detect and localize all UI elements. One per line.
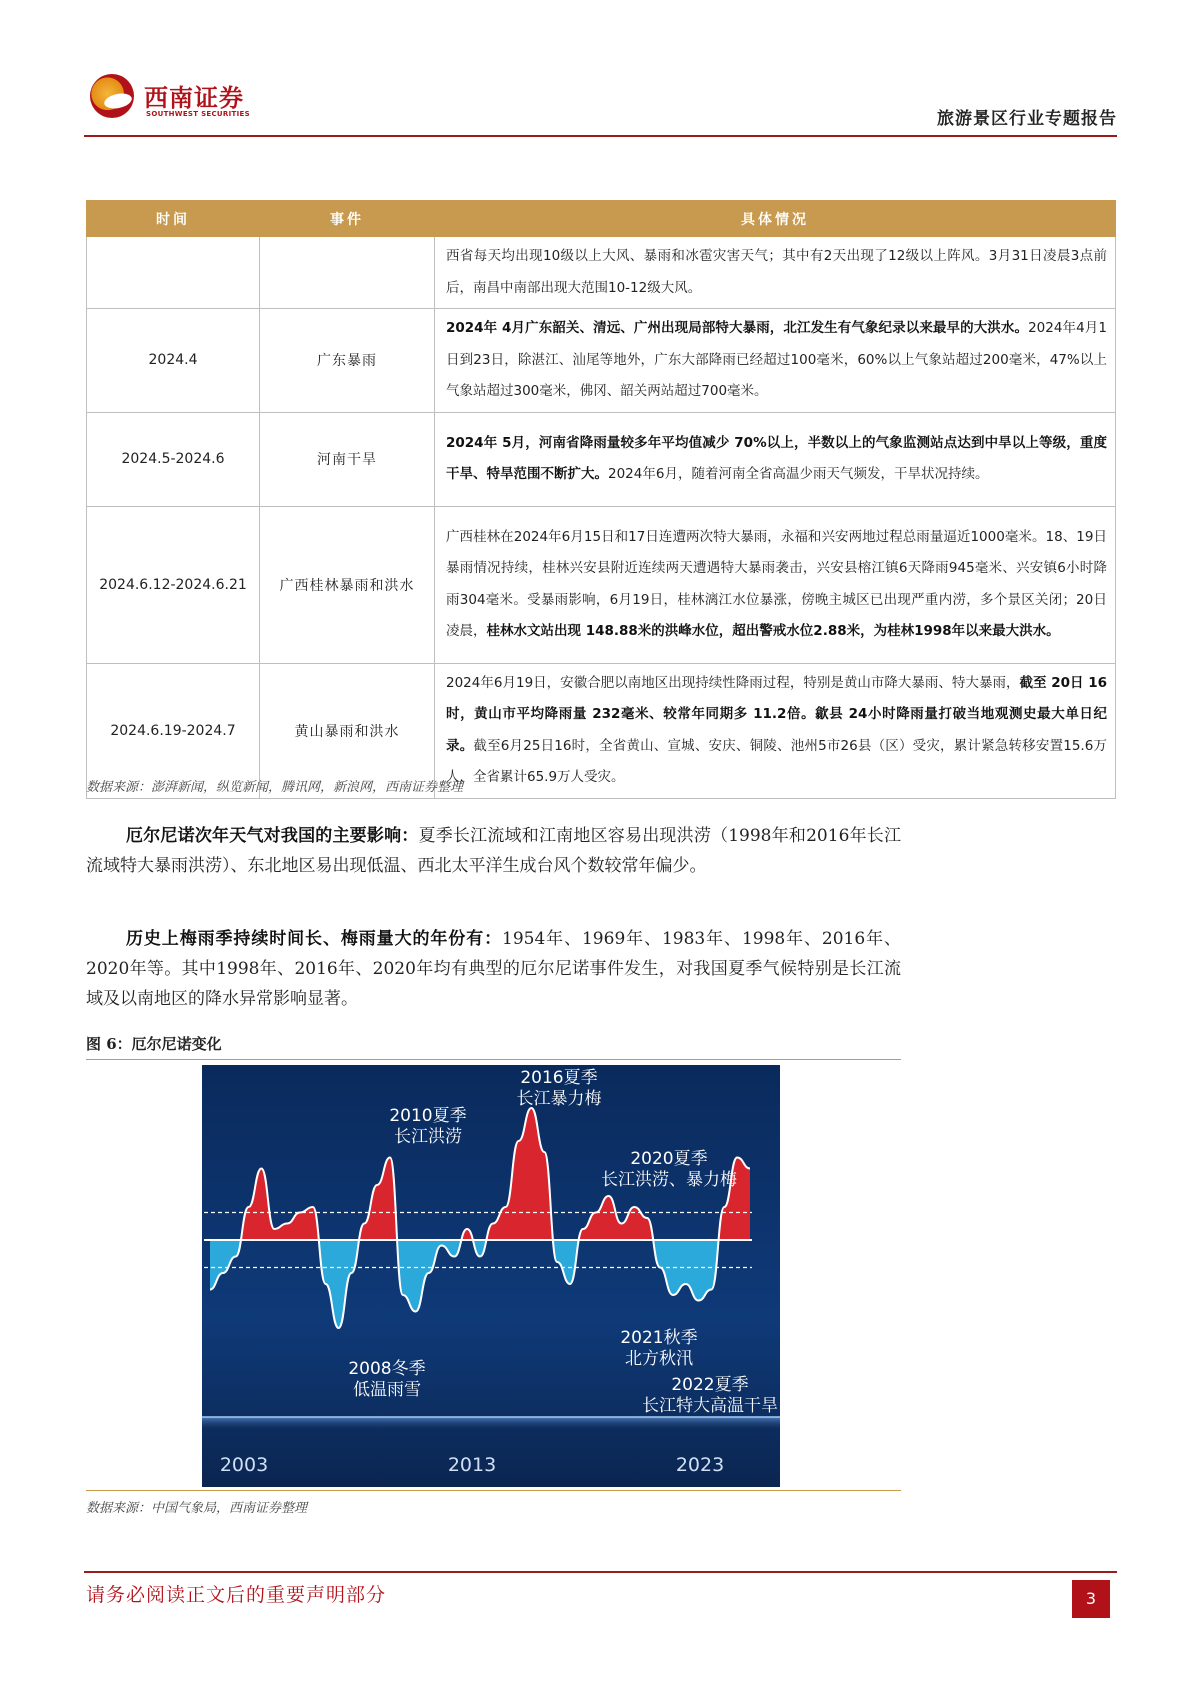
column-header-event: 事件	[260, 201, 435, 237]
cell-detail: 2024年 4月广东韶关、清远、广州出现局部特大暴雨，北江发生有气象纪录以来最早的大洪水。2024年4月1日到23日，除湛江、汕尾等地外，广东大部降雨已经超过100毫米，60%以上气象站超过200毫米，47%以上气象站超过300毫米，佛冈、韶关两站超过700毫米。	[435, 309, 1116, 413]
report-title: 旅游景区行业专题报告	[937, 109, 1117, 129]
figure-bottom-rule	[86, 1490, 901, 1491]
annotation-2010-desc: 长江洪涝	[394, 1127, 462, 1147]
cell-detail: 广西桂林在2024年6月15日和17日连遭两次特大暴雨，永福和兴安两地过程总雨量逼近1000毫米。18、19日暴雨情况持续，桂林兴安县附近连续两天遭遇特大暴雨袭击，兴安县榕江镇6天降雨945毫米、兴安镇6小时降雨304毫米。受暴雨影响，6月19日，桂林漓江水位暴涨，傍晚主城区已出现严重内涝，多个景区关闭；20日凌晨，桂林水文站出现 148.88米的洪峰水位，超出警戒水位2.88米，为桂林1998年以来最大洪水。	[435, 506, 1116, 663]
x-tick-label: 2003	[219, 1454, 269, 1476]
page-number: 3	[1072, 1580, 1110, 1618]
brand-name-en: SOUTHWEST SECURITIES	[146, 110, 250, 118]
annotation-2022-title: 2022夏季	[671, 1375, 749, 1395]
annotation-2010-title: 2010夏季	[389, 1106, 467, 1126]
paragraph-meiyu-history: 历史上梅雨季持续时间长、梅雨量大的年份有：1954年、1969年、1983年、1998年、2016年、2020年等。其中1998年、2016年、2020年均有典型的厄尔尼诺事件发生，对我国夏季气候特别是长江流域及以南地区的降水异常影响显著。	[86, 929, 902, 1009]
table-source-note: 数据来源：澎湃新闻，纵览新闻，腾讯网，新浪网，西南证券整理	[86, 780, 464, 795]
brand-name-cn: 西南证券	[144, 83, 244, 112]
chart-floor-band	[202, 1417, 780, 1431]
paragraph-el-nino-impact: 厄尔尼诺次年天气对我国的主要影响：夏季长江流域和江南地区容易出现洪涝（1998年和2016年长江流域特大暴雨洪涝）、东北地区易出现低温、西北太平洋生成台风个数较常年偏少。	[86, 826, 901, 876]
annotation-2016-title: 2016夏季	[520, 1068, 598, 1088]
footer-divider	[84, 1571, 1117, 1573]
el-nino-chart	[202, 1065, 780, 1487]
cell-detail: 2024年6月19日，安徽合肥以南地区出现持续性降雨过程，特别是黄山市降大暴雨、特大暴雨，截至 20日 16时，黄山市平均降雨量 232毫米、较常年同期多 11.2倍。歙县 24小时降雨量打破当地观测史最大单日纪录。截至6月25日16时，全省黄山、宣城、安庆、铜陵、池州5市26县（区）受灾，累计紧急转移安置15.6万人，全省累计65.9万人受灾。	[435, 663, 1116, 798]
annotation-2008-title: 2008冬季	[348, 1359, 426, 1379]
annotation-2016-desc: 长江暴力梅	[516, 1089, 602, 1109]
cell-time: 2024.6.19-2024.7	[87, 663, 260, 798]
annotation-2021-title: 2021秋季	[620, 1328, 698, 1348]
annotation-2020-title: 2020夏季	[630, 1149, 708, 1169]
figure-source-note: 数据来源：中国气象局，西南证券整理	[86, 1501, 308, 1516]
x-tick-label: 2023	[675, 1454, 725, 1476]
cell-time: 2024.5-2024.6	[87, 412, 260, 506]
table-row	[87, 506, 1116, 663]
annotation-2022-desc: 长江特大高温干旱	[642, 1396, 778, 1416]
annotation-2021-desc: 北方秋汛	[625, 1349, 693, 1369]
cell-detail: 西省每天均出现10级以上大风、暴雨和冰雹灾害天气；其中有2天出现了12级以上阵风。3月31日凌晨3点前后，南昌中南部出现大范围10-12级大风。	[435, 237, 1116, 309]
cell-time: 2024.6.12-2024.6.21	[87, 506, 260, 663]
disclaimer-note: 请务必阅读正文后的重要声明部分	[86, 1584, 387, 1606]
cell-time: 2024.4	[87, 309, 260, 413]
cell-event: 黄山暴雨和洪水	[260, 663, 435, 798]
annotation-2020-desc: 长江洪涝、暴力梅	[601, 1170, 737, 1190]
column-header-time: 时间	[87, 201, 260, 237]
cell-event: 广西桂林暴雨和洪水	[260, 506, 435, 663]
page-header	[84, 68, 1117, 138]
column-header-detail: 具体情况	[435, 201, 1116, 237]
cell-event: 广东暴雨	[260, 309, 435, 413]
brand-logo-icon	[90, 74, 134, 118]
cell-time	[87, 237, 260, 309]
annotation-2008-desc: 低温雨雪	[353, 1380, 421, 1400]
table-row	[87, 237, 1116, 309]
events-table	[86, 200, 1116, 799]
cell-detail: 2024年 5月，河南省降雨量较多年平均值减少 70%以上，半数以上的气象监测站点达到中旱以上等级，重度干旱、特旱范围不断扩大。2024年6月，随着河南全省高温少雨天气频发，干旱状况持续。	[435, 412, 1116, 506]
header-divider	[84, 135, 1117, 137]
cell-event: 河南干旱	[260, 412, 435, 506]
table-row	[87, 309, 1116, 413]
figure-title: 图 6：厄尔尼诺变化	[86, 1035, 222, 1053]
x-tick-label: 2013	[447, 1454, 497, 1476]
table-row	[87, 412, 1116, 506]
cell-event	[260, 237, 435, 309]
figure-top-rule	[86, 1059, 901, 1060]
table-header-row	[87, 201, 1116, 237]
